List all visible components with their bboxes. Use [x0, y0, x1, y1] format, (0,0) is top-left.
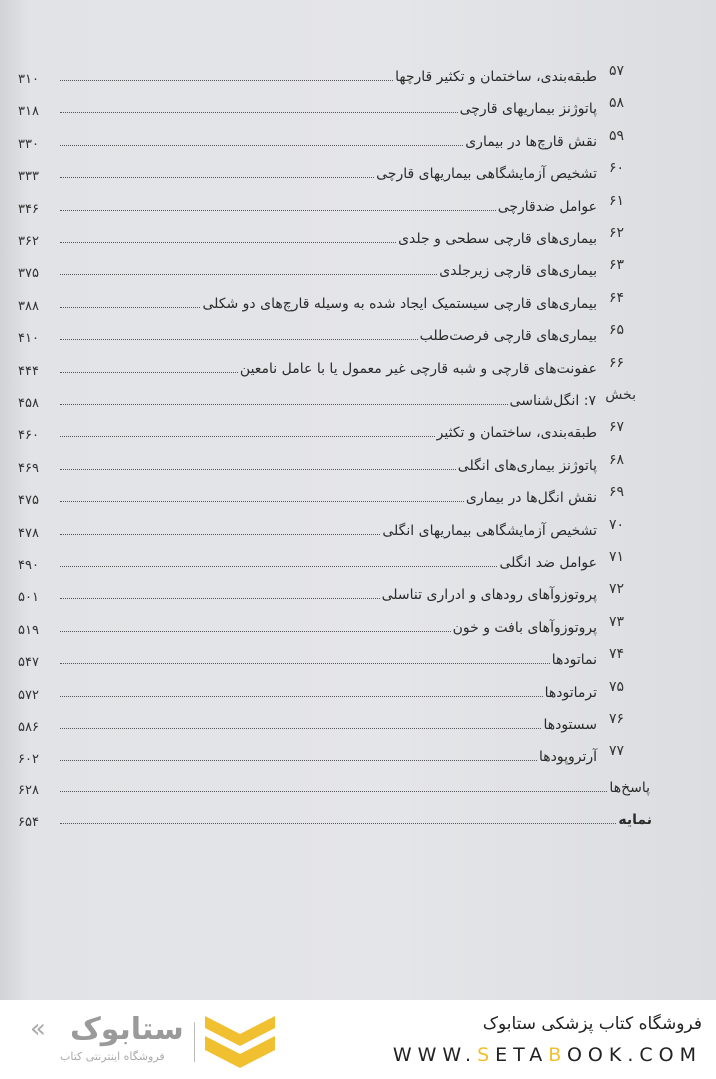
url-part: OOK.COM: [566, 1044, 702, 1066]
dot-leader: [60, 210, 496, 211]
toc-row[interactable]: [0, 679, 716, 709]
page-number: ۵۱۹: [18, 622, 39, 638]
dot-leader: [60, 307, 200, 308]
toc-entry-line: [60, 549, 597, 571]
chapter-title: بیماری‌های قارچی سیستمیک ایجاد شده به وسیله قارچ‌های دو شکلی: [202, 295, 597, 312]
toc-row[interactable]: [0, 646, 716, 676]
toc-row[interactable]: [0, 581, 716, 611]
dot-leader: [60, 760, 537, 761]
toc-row[interactable]: [0, 225, 716, 255]
page-number: ۵۰۱: [18, 590, 39, 606]
chapter-number: ۶۸: [608, 451, 624, 468]
chapter-title: پاتوژنز بیماری‌های انگلی: [457, 457, 597, 474]
url-part: WWW.: [392, 1044, 478, 1066]
url-part: ETA: [495, 1044, 549, 1066]
dot-leader: [60, 696, 543, 697]
shop-url[interactable]: [393, 1044, 702, 1066]
dot-leader: [60, 501, 464, 502]
dot-leader: [60, 404, 508, 405]
page-number: ۳۱۸: [18, 104, 39, 120]
page-number: ۳۳۳: [18, 169, 39, 185]
shop-name: فروشگاه کتاب پزشکی ستابوک: [482, 1014, 702, 1034]
toc-entry-line: [60, 95, 597, 117]
toc-row-answers[interactable]: [0, 774, 716, 804]
page-number: ۳۱۰: [18, 72, 39, 87]
toc-entry-line: [60, 290, 597, 312]
chapter-number: ۵۷: [608, 63, 624, 79]
chapter-title: پروتوزوآهای رودهای و ادراری تناسلی: [381, 587, 597, 604]
chapter-number: ۷۰: [608, 516, 624, 533]
toc-row[interactable]: [0, 160, 716, 190]
page-number: ۴۷۵: [18, 493, 39, 509]
toc-entry-line: [60, 484, 597, 506]
page-number: ۴۶۹: [18, 460, 39, 476]
page-number: ۴۷۸: [18, 525, 39, 541]
dot-leader: [60, 791, 607, 792]
logo-wordmark: ستابوک: [70, 1012, 184, 1047]
url-part: B: [548, 1044, 567, 1066]
chapter-number: ۶۰: [608, 160, 624, 177]
chapter-number: ۷۲: [608, 581, 624, 598]
toc-entry-line: [60, 806, 652, 828]
page-number: ۳۴۶: [18, 201, 39, 217]
chapter-title: نماتودها: [551, 652, 597, 669]
page-number: ۴۵۸: [18, 396, 39, 411]
toc-entry-line: [60, 193, 597, 215]
dot-leader: [60, 242, 396, 243]
dot-leader: [60, 112, 458, 113]
toc-entry-line: [60, 128, 597, 150]
chevron-logo-icon: [205, 1016, 275, 1068]
toc-entry-line: [60, 160, 597, 182]
dot-leader: [60, 534, 380, 535]
page-number: ۶۰۲: [18, 752, 39, 768]
toc-entry-line: [60, 646, 597, 668]
chapter-title: بیماری‌های قارچی فرصت‌طلب: [419, 328, 597, 345]
chapter-title: طبقه‌بندی، ساختمان و تکثیر قارچها: [395, 69, 597, 85]
chapter-number: ۶۷: [608, 419, 624, 436]
chapter-title: تشخیص آزمایشگاهی بیماریهای انگلی: [382, 522, 597, 539]
chapter-title: پاتوژنز بیماریهای قارچی: [459, 101, 597, 118]
page-number: ۶۵۴: [18, 815, 39, 831]
chapter-title: نقش انگل‌ها در بیماری: [465, 490, 597, 507]
toc-row[interactable]: [0, 419, 716, 449]
page-number: ۴۹۰: [18, 558, 39, 573]
chapter-number: ۷۷: [608, 743, 624, 760]
chapter-title: بیماری‌های قارچی سطحی و جلدی: [398, 231, 597, 247]
chapter-number: ۶۹: [608, 484, 624, 501]
dot-leader: [60, 145, 463, 146]
page-number: ۳۳۰: [18, 136, 39, 152]
chapter-number: ۵۹: [608, 127, 624, 144]
chapter-title: بیماری‌های قارچی زیرجلدی: [439, 263, 597, 280]
toc-row-index[interactable]: [0, 806, 716, 836]
chapter-number: ۶۱: [608, 192, 624, 209]
toc-row[interactable]: [0, 322, 716, 352]
logo-divider: [194, 1022, 195, 1062]
dot-leader: [60, 823, 616, 824]
toc-entry-line: [60, 257, 597, 279]
toc-entry-line: [60, 679, 597, 701]
dot-leader: [60, 598, 380, 599]
dot-leader: [60, 728, 541, 729]
toc-row[interactable]: [0, 290, 716, 320]
chapter-number: ۶۳: [608, 257, 624, 274]
page-number: ۵۷۲: [18, 687, 39, 703]
answers-title: پاسخ‌ها: [609, 779, 650, 796]
page-number: ۴۶۰: [18, 428, 39, 444]
toc-entry-line: [60, 614, 597, 636]
dot-leader: [60, 566, 497, 567]
page-number: ۳۷۵: [18, 266, 39, 282]
toc-entry-line: [60, 517, 597, 539]
url-part: S: [477, 1044, 496, 1066]
chapter-title: پروتوزوآهای بافت و خون: [452, 619, 597, 636]
chapter-number: ۶۴: [608, 289, 624, 306]
toc-row[interactable]: [0, 387, 716, 417]
chapter-number: ۶۶: [608, 354, 624, 371]
page-number: ۳۶۲: [18, 234, 39, 249]
page-number: ۶۲۸: [18, 782, 39, 798]
page-number: ۴۱۰: [18, 331, 39, 347]
toc-entry-line: [60, 355, 597, 377]
toc-row[interactable]: [0, 743, 716, 773]
page-number: ۳۸۸: [18, 298, 39, 314]
dot-leader: [60, 177, 374, 178]
toc-row[interactable]: [0, 355, 716, 385]
chapter-number: ۶۵: [608, 322, 624, 339]
footer-banner: [0, 1000, 716, 1079]
toc-entry-line: [60, 774, 650, 796]
dot-leader: [60, 469, 456, 470]
chapter-number: ۷۵: [608, 678, 624, 695]
toc-entry-line: [60, 419, 597, 441]
toc-row[interactable]: [0, 517, 716, 547]
toc-row[interactable]: [0, 614, 716, 644]
dot-leader: [60, 663, 550, 664]
logo-subtitle: فروشگاه اینترنتی کتاب: [60, 1050, 165, 1063]
chapter-number: ۵۸: [608, 95, 624, 112]
toc-row[interactable]: [0, 549, 716, 579]
toc-row[interactable]: [0, 193, 716, 223]
chapter-title: ترماتودها: [544, 684, 597, 701]
page-number: ۵۴۷: [18, 655, 39, 671]
chapter-title: نقش قارچ‌ها در بیماری: [465, 133, 597, 150]
chapter-title: سستودها: [543, 717, 597, 733]
chapter-number: ۷۳: [608, 613, 624, 630]
dot-leader: [60, 80, 393, 81]
chapter-title: عوامل ضد انگلی: [499, 555, 597, 571]
toc-row[interactable]: [0, 484, 716, 514]
page-number: ۴۴۴: [18, 363, 39, 379]
chapter-title: ۷: انگل‌شناسی: [509, 393, 596, 409]
index-title: نمایه: [618, 812, 652, 829]
chapter-title: طبقه‌بندی، ساختمان و تکثیر: [436, 425, 597, 442]
toc-entry-line: [60, 387, 596, 409]
chapter-title: تشخیص آزمایشگاهی بیماریهای قارچی: [376, 166, 597, 183]
toc-row[interactable]: [0, 128, 716, 158]
toc-entry-line: [60, 322, 597, 344]
toc-entry-line: [60, 63, 597, 85]
dot-leader: [60, 372, 238, 373]
chapter-title: آرتروپودها: [538, 749, 597, 766]
toc-row[interactable]: [0, 63, 716, 93]
double-chevron-icon: «: [30, 1014, 46, 1044]
chapter-title: عفونت‌های قارچی و شبه قارچی غیر معمول یا با عامل نامعین: [239, 360, 597, 377]
dot-leader: [60, 339, 418, 340]
toc-row[interactable]: [0, 711, 716, 741]
dot-leader: [60, 436, 435, 437]
toc-entry-line: [60, 225, 597, 247]
toc-entry-line: [60, 711, 597, 733]
chapter-number: ۶۲: [608, 225, 624, 241]
dot-leader: [60, 274, 437, 275]
toc-entry-line: [60, 581, 597, 603]
chapter-number: بخش: [605, 387, 636, 403]
toc-row[interactable]: [0, 452, 716, 482]
toc-entry-line: [60, 743, 597, 765]
toc-row[interactable]: [0, 95, 716, 125]
chapter-number: ۷۴: [608, 646, 624, 663]
page-number: ۵۸۶: [18, 720, 39, 735]
dot-leader: [60, 631, 451, 632]
chapter-number: ۷۱: [608, 549, 624, 565]
chapter-title: عوامل ضدقارچی: [497, 198, 597, 215]
toc-entry-line: [60, 452, 597, 474]
chapter-number: ۷۶: [608, 711, 624, 727]
toc-row[interactable]: [0, 257, 716, 287]
